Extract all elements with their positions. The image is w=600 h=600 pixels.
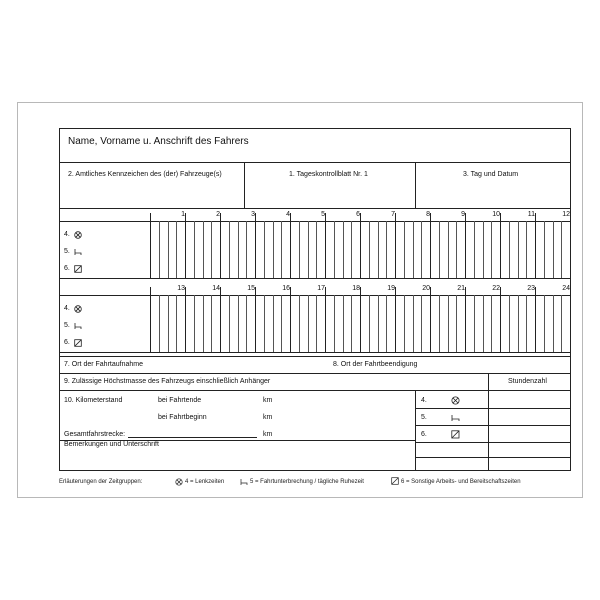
km-unit-total: km (263, 431, 273, 438)
grid-tick (439, 295, 440, 352)
grid-tick (246, 221, 247, 278)
grid-row-label: 5. (64, 322, 70, 329)
grid-tick (456, 295, 457, 352)
bed-icon (74, 322, 82, 330)
grid-tick (238, 295, 239, 352)
grid-row-label: 6. (64, 339, 70, 346)
grid-tick (544, 295, 545, 352)
grid-tick (281, 221, 282, 278)
grid-tick (474, 221, 475, 278)
hour-label: 13 (177, 285, 185, 292)
grid-tick (159, 295, 160, 352)
bed-icon (451, 414, 460, 422)
grid-tick (483, 295, 484, 352)
grid-tick (299, 295, 300, 352)
grid-tick (570, 287, 571, 352)
grid-tick (194, 295, 195, 352)
grid-tick (246, 295, 247, 352)
grid-tick (413, 295, 414, 352)
grid-tick (561, 221, 562, 278)
grid-tick (430, 287, 431, 352)
hour-label: 4 (286, 211, 290, 218)
grid-tick (273, 221, 274, 278)
grid-tick (203, 221, 204, 278)
hours-count-label: Stundenzahl (508, 378, 547, 385)
grid-row-label: 4. (64, 231, 70, 238)
grid-tick (395, 287, 396, 352)
grid-tick (518, 295, 519, 352)
grid-tick (535, 287, 536, 352)
end-location-label: 8. Ort der Fahrtbeendigung (333, 361, 418, 368)
legend-item-5: 5 = Fahrtunterbrechung / tägliche Ruhezeit (250, 479, 364, 485)
trip-start-label: bei Fahrtbeginn (158, 414, 207, 421)
hour-label: 22 (492, 285, 500, 292)
trip-end-label: bei Fahrtende (158, 397, 202, 404)
legend-circled-x-icon (175, 478, 183, 486)
grid-tick (185, 213, 186, 278)
grid-tick (378, 295, 379, 352)
grid-tick (404, 295, 405, 352)
hour-label: 6 (356, 211, 360, 218)
grid-row-label: 6. (64, 265, 70, 272)
grid-tick (544, 221, 545, 278)
grid-tick (194, 221, 195, 278)
grid-tick (238, 221, 239, 278)
grid-tick (281, 295, 282, 352)
legend-intro: Erläuterungen der Zeitgruppen: (59, 479, 143, 485)
grid-tick (483, 221, 484, 278)
hour-label: 10 (492, 211, 500, 218)
hour-label: 17 (317, 285, 325, 292)
grid-tick (448, 221, 449, 278)
hour-label: 5 (321, 211, 325, 218)
grid-tick (465, 287, 466, 352)
km-unit-end: km (263, 397, 273, 404)
grid-tick (211, 221, 212, 278)
grid-tick (474, 295, 475, 352)
grid-tick (430, 213, 431, 278)
grid-tick (211, 295, 212, 352)
remarks-label: Bemerkungen und Unterschrift (64, 441, 159, 448)
grid-tick (351, 295, 352, 352)
summary-row-4-label: 4. (421, 397, 427, 404)
grid-tick (456, 221, 457, 278)
circled-x-icon (74, 231, 82, 239)
grid-tick (159, 221, 160, 278)
grid-tick (491, 295, 492, 352)
hour-label: 3 (251, 211, 255, 218)
grid-tick (255, 213, 256, 278)
sheet-number-label: 1. Tageskontrollblatt Nr. 1 (289, 171, 368, 178)
grid-tick (535, 213, 536, 278)
grid-tick (203, 295, 204, 352)
grid-tick (343, 295, 344, 352)
km-unit-start: km (263, 414, 273, 421)
driver-name-label: Name, Vorname u. Anschrift des Fahrers (68, 136, 249, 147)
hour-label: 16 (282, 285, 290, 292)
max-mass-label: 9. Zulässige Höchstmasse des Fahrzeugs einschließlich Anhänger (64, 378, 271, 385)
grid-tick (168, 221, 169, 278)
legend-bed-icon (240, 478, 248, 486)
grid-tick (491, 221, 492, 278)
tageskontrollblatt-form (59, 128, 571, 471)
boxed-slash-icon (74, 339, 82, 347)
grid-row-label: 5. (64, 248, 70, 255)
bed-icon (74, 248, 82, 256)
grid-tick (299, 221, 300, 278)
grid-tick (264, 295, 265, 352)
grid-tick (229, 221, 230, 278)
grid-tick (360, 213, 361, 278)
grid-tick (404, 221, 405, 278)
grid-tick (351, 221, 352, 278)
hour-label: 21 (457, 285, 465, 292)
grid-tick (334, 295, 335, 352)
grid-tick (509, 221, 510, 278)
grid-tick (264, 221, 265, 278)
hour-label: 15 (247, 285, 255, 292)
grid-tick (316, 221, 317, 278)
grid-tick (308, 221, 309, 278)
grid-tick (290, 287, 291, 352)
legend-item-4: 4 = Lenkzeiten (185, 479, 225, 485)
grid-tick (500, 287, 501, 352)
grid-tick (509, 295, 510, 352)
hour-label: 1 (181, 211, 185, 218)
hour-label: 8 (426, 211, 430, 218)
grid-tick (255, 287, 256, 352)
hour-label: 19 (387, 285, 395, 292)
grid-row-line (150, 352, 570, 353)
grid-tick (150, 287, 151, 352)
hour-label: 20 (422, 285, 430, 292)
hour-label: 9 (461, 211, 465, 218)
grid-tick (526, 295, 527, 352)
grid-tick (325, 287, 326, 352)
grid-tick (369, 295, 370, 352)
grid-row-label: 4. (64, 305, 70, 312)
grid-tick (378, 221, 379, 278)
hour-label: 12 (562, 211, 570, 218)
grid-tick (273, 295, 274, 352)
grid-tick (176, 295, 177, 352)
grid-tick (343, 221, 344, 278)
grid-tick (220, 287, 221, 352)
grid-tick (386, 221, 387, 278)
grid-tick (220, 213, 221, 278)
grid-tick (168, 295, 169, 352)
boxed-slash-icon (451, 430, 460, 439)
grid-tick (150, 213, 151, 278)
grid-tick (413, 221, 414, 278)
grid-row-line (150, 278, 570, 279)
hour-label: 2 (216, 211, 220, 218)
grid-tick (570, 213, 571, 278)
total-distance-label: Gesamtfahrstrecke: (64, 431, 126, 438)
grid-row-line (60, 295, 570, 296)
grid-tick (176, 221, 177, 278)
hour-label: 23 (527, 285, 535, 292)
grid-tick (360, 287, 361, 352)
grid-tick (325, 213, 326, 278)
vehicle-plate-label: 2. Amtliches Kennzeichen des (der) Fahrzeuge(s) (68, 171, 222, 178)
grid-tick (553, 295, 554, 352)
grid-tick (518, 221, 519, 278)
grid-tick (439, 221, 440, 278)
grid-tick (334, 221, 335, 278)
legend-boxed-slash-icon (391, 477, 399, 485)
grid-tick (308, 295, 309, 352)
grid-tick (421, 221, 422, 278)
grid-tick (561, 295, 562, 352)
hour-label: 7 (391, 211, 395, 218)
grid-tick (369, 221, 370, 278)
grid-tick (465, 213, 466, 278)
grid-row-line (60, 221, 570, 222)
grid-tick (553, 221, 554, 278)
hour-label: 18 (352, 285, 360, 292)
circled-x-icon (74, 305, 82, 313)
start-location-label: 7. Ort der Fahrtaufnahme (64, 361, 143, 368)
grid-tick (421, 295, 422, 352)
grid-tick (448, 295, 449, 352)
hour-label: 24 (562, 285, 570, 292)
grid-tick (386, 295, 387, 352)
hour-label: 14 (212, 285, 220, 292)
summary-row-5-label: 5. (421, 414, 427, 421)
grid-tick (395, 213, 396, 278)
odometer-label: 10. Kilometerstand (64, 397, 123, 404)
hour-label: 11 (527, 211, 535, 218)
grid-tick (290, 213, 291, 278)
date-label: 3. Tag und Datum (463, 171, 519, 178)
grid-tick (500, 213, 501, 278)
summary-row-6-label: 6. (421, 431, 427, 438)
grid-tick (526, 221, 527, 278)
grid-tick (229, 295, 230, 352)
legend-item-6: 6 = Sonstige Arbeits- und Bereitschaftszeiten (401, 479, 521, 485)
grid-tick (316, 295, 317, 352)
circled-x-icon (451, 396, 460, 405)
boxed-slash-icon (74, 265, 82, 273)
grid-tick (185, 287, 186, 352)
